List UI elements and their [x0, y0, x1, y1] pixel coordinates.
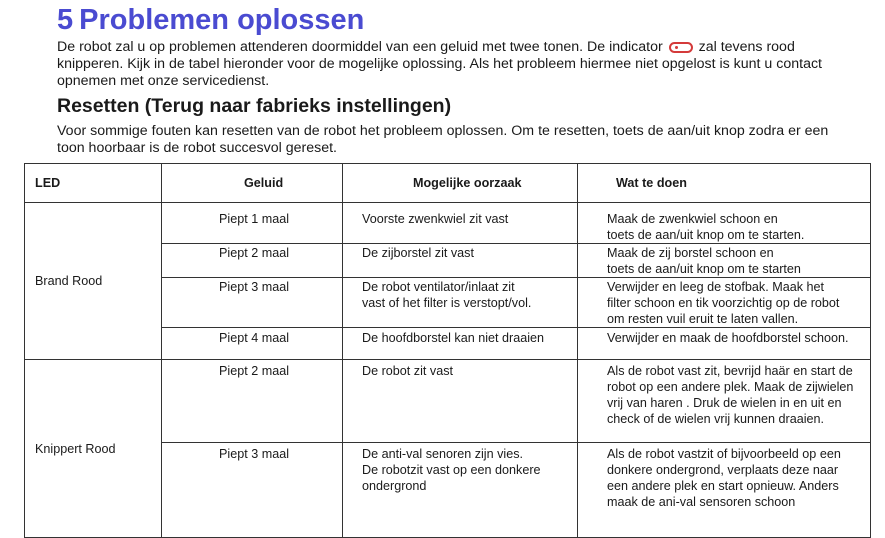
reset-paragraph: Voor sommige fouten kan resetten van de robot het probleem oplossen. Om te resetten, toets de aan/uit knop zodra er een toon hoorbaar is de robot succesvol gereset. [57, 123, 829, 156]
led-cell: Brand Rood [25, 203, 162, 360]
fix-line: Verwijder en leeg de stofbak. Maak het [607, 280, 825, 294]
fix-line: om resten vuil eruit te laten vallen. [607, 312, 799, 326]
fix-line: vrij van haren . Druk de wielen in en uit en [607, 396, 842, 410]
sound-cell: Piept 3 maal [162, 443, 343, 538]
header-fix: Wat te doen [578, 164, 871, 203]
cause-line: De zijborstel zit vast [362, 246, 474, 260]
fix-line: Verwijder en maak de hoofdborstel schoon. [607, 331, 849, 345]
fix-line: filter schoon en tik voorzichtig op de robot [607, 296, 840, 310]
fix-line: check of de wielen vrij kunnen draaien. [607, 412, 825, 426]
fix-line: Als de robot vastzit of bijvoorbeeld op een [607, 447, 841, 461]
header-cause: Mogelijke oorzaak [343, 164, 578, 203]
fix-line: maak de ani-val sensoren schoon [607, 495, 796, 509]
fix-line: toets de aan/uit knop om te starten [607, 262, 801, 276]
fix-cell [578, 360, 871, 443]
fix-line: toets de aan/uit knop om te starten. [607, 228, 805, 242]
cause-cell [343, 278, 578, 328]
cause-cell [343, 328, 578, 360]
table-row [25, 203, 871, 244]
cause-line: De robotzit vast op een donkere [362, 463, 541, 477]
sound-cell: Piept 2 maal [162, 244, 343, 278]
cause-line: De robot ventilator/inlaat zit [362, 280, 515, 294]
intro-text-1: De robot zal u op problemen attenderen doormiddel van een geluid met twee tonen. De indicator [57, 39, 663, 55]
intro-paragraph [57, 39, 847, 90]
reset-heading: Resetten (Terug naar fabrieks instellingen) [57, 95, 452, 117]
intro-text-2: zal tevens rood knipperen. Kijk in de tabel hieronder voor de mogelijke oplossing. Als het probleem hiermee niet opgelost is kunt u contact opnemen met onze servicedienst. [57, 39, 822, 89]
led-cell: Knippert Rood [25, 360, 162, 538]
sound-cell: Piept 4 maal [162, 328, 343, 360]
fix-cell [578, 443, 871, 538]
section-title [57, 2, 364, 38]
fix-line: donkere ondergrond, verplaats deze naar [607, 463, 839, 477]
fix-cell [578, 278, 871, 328]
cause-cell [343, 203, 578, 244]
cause-cell [343, 443, 578, 538]
fix-line: Maak de zwenkwiel schoon en [607, 212, 778, 226]
sound-cell: Piept 2 maal [162, 360, 343, 443]
fix-cell [578, 244, 871, 278]
table-row [25, 360, 871, 443]
header-led: LED [25, 164, 162, 203]
cause-line: De anti-val senoren zijn vies. [362, 447, 523, 461]
fix-cell [578, 328, 871, 360]
fix-cell [578, 203, 871, 244]
cause-line: De hoofdborstel kan niet draaien [362, 331, 545, 345]
sound-cell: Piept 1 maal [162, 203, 343, 244]
fix-line: Maak de zij borstel schoon en [607, 246, 774, 260]
indicator-icon [669, 42, 693, 53]
section-title-text: Problemen oplossen [79, 4, 365, 36]
sound-cell: Piept 3 maal [162, 278, 343, 328]
cause-cell [343, 360, 578, 443]
fix-line: robot op een andere plek. Maak de zijwielen [607, 380, 854, 394]
table-header-row [25, 164, 871, 203]
fix-line: een andere plek en start opnieuw. Anders [607, 479, 839, 493]
header-sound: Geluid [162, 164, 343, 203]
cause-line: ondergrond [362, 479, 427, 493]
cause-line: De robot zit vast [362, 364, 453, 378]
cause-line: Voorste zwenkwiel zit vast [362, 212, 509, 226]
troubleshooting-table [24, 163, 871, 538]
section-number: 5 [57, 4, 74, 36]
cause-line: vast of het filter is verstopt/vol. [362, 296, 532, 310]
cause-cell [343, 244, 578, 278]
fix-line: Als de robot vast zit, bevrijd haär en start de [607, 364, 853, 378]
